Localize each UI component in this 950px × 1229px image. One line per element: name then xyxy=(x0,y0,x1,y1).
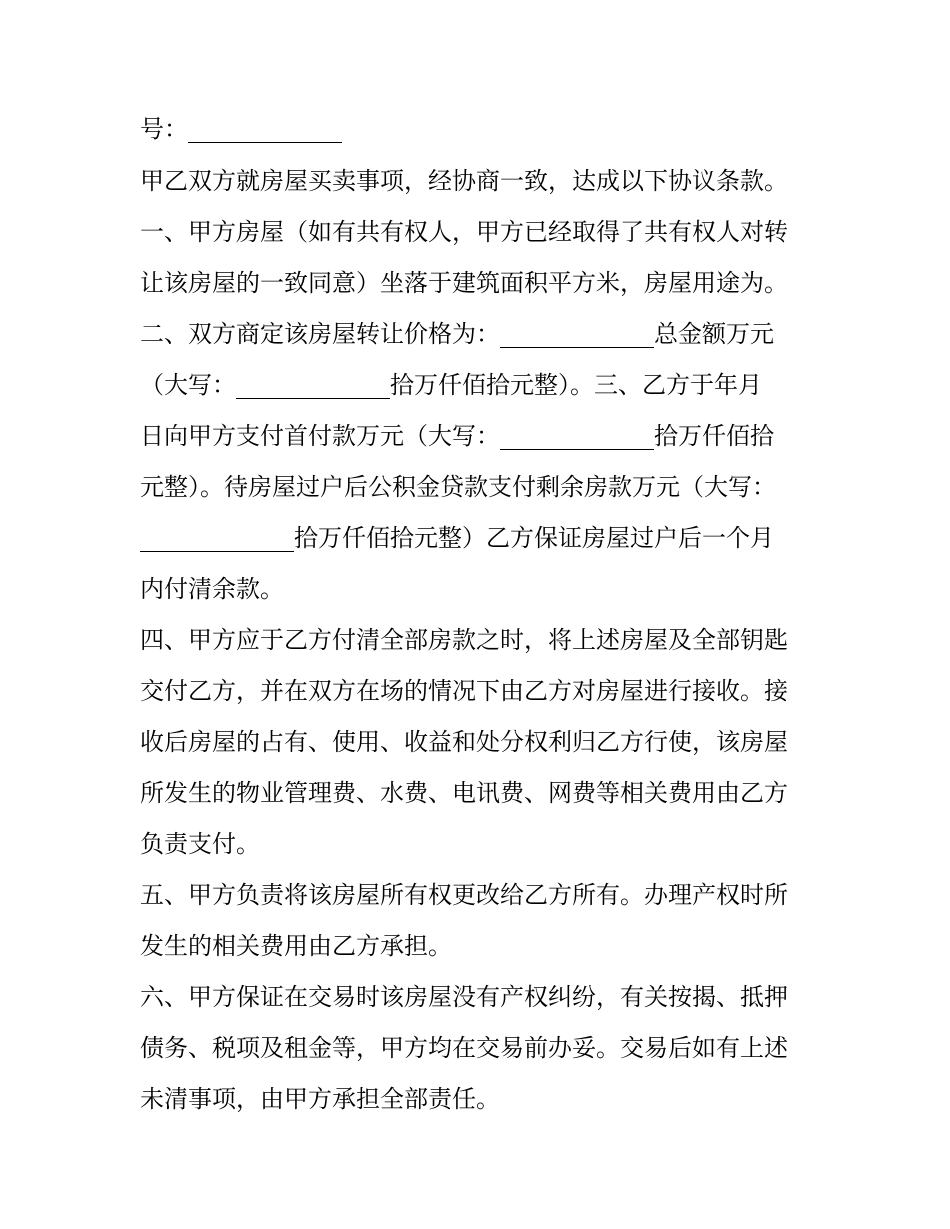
number-blank xyxy=(188,114,342,143)
clause-2-uppercase-label: （大写： xyxy=(140,371,236,399)
clause-3-line-4 xyxy=(140,513,820,564)
clause-4-line-4: 所发生的物业管理费、水费、电讯费、网费等相关费用由乙方 xyxy=(140,779,788,807)
clause-5-line-2: 发生的相关费用由乙方承担。 xyxy=(140,932,452,960)
clause-4-line-3: 收后房屋的占有、使用、收益和处分权利归乙方行使，该房屋 xyxy=(140,728,788,756)
clause-4-line-5: 负责支付。 xyxy=(140,830,260,858)
number-label: 号： xyxy=(140,115,188,143)
price-blank xyxy=(500,319,654,348)
clause-3-line-2 xyxy=(140,411,820,462)
clause-2-line-2 xyxy=(140,360,820,411)
clause-6-line-1: 六、甲方保证在交易时该房屋没有产权纠纷，有关按揭、抵押 xyxy=(140,983,788,1011)
clause-2-line-1 xyxy=(140,309,820,360)
clause-6-line-3: 未清事项，由甲方承担全部责任。 xyxy=(140,1085,500,1113)
clause-1-line-1: 一、甲方房屋（如有共有权人，甲方已经取得了共有权人对转 xyxy=(140,218,788,246)
clause-2-price-label: 二、双方商定该房屋转让价格为： xyxy=(140,320,500,348)
number-line xyxy=(140,104,820,155)
down-payment-uppercase-blank xyxy=(500,421,654,450)
clause-3-start: 拾万仟佰拾元整）。三、乙方于年月 xyxy=(390,371,762,399)
down-payment-units: 拾万仟佰拾 xyxy=(654,422,774,450)
intro-line: 甲乙双方就房屋买卖事项，经协商一致，达成以下协议条款。 xyxy=(140,167,788,195)
clause-6-line-2: 债务、税项及租金等，甲方均在交易前办妥。交易后如有上述 xyxy=(140,1034,788,1062)
down-payment-label: 日向甲方支付首付款万元（大写： xyxy=(140,422,500,450)
clause-3-line-5: 内付清余款。 xyxy=(140,575,284,603)
clause-1-line-2: 让该房屋的一致同意）坐落于建筑面积平方米，房屋用途为。 xyxy=(140,269,788,297)
clause-4-line-2: 交付乙方，并在双方在场的情况下由乙方对房屋进行接收。接 xyxy=(140,677,788,705)
remaining-uppercase-blank xyxy=(140,523,294,552)
clause-3-line-3: 元整）。待房屋过户后公积金贷款支付剩余房款万元（大写： xyxy=(140,473,776,501)
total-uppercase-blank xyxy=(236,370,390,399)
remaining-units: 拾万仟佰拾元整）乙方保证房屋过户后一个月 xyxy=(294,524,774,552)
clause-4-line-1: 四、甲方应于乙方付清全部房款之时，将上述房屋及全部钥匙 xyxy=(140,626,788,654)
clause-5-line-1: 五、甲方负责将该房屋所有权更改给乙方所有。办理产权时所 xyxy=(140,881,788,909)
clause-2-total-label: 总金额万元 xyxy=(654,320,774,348)
